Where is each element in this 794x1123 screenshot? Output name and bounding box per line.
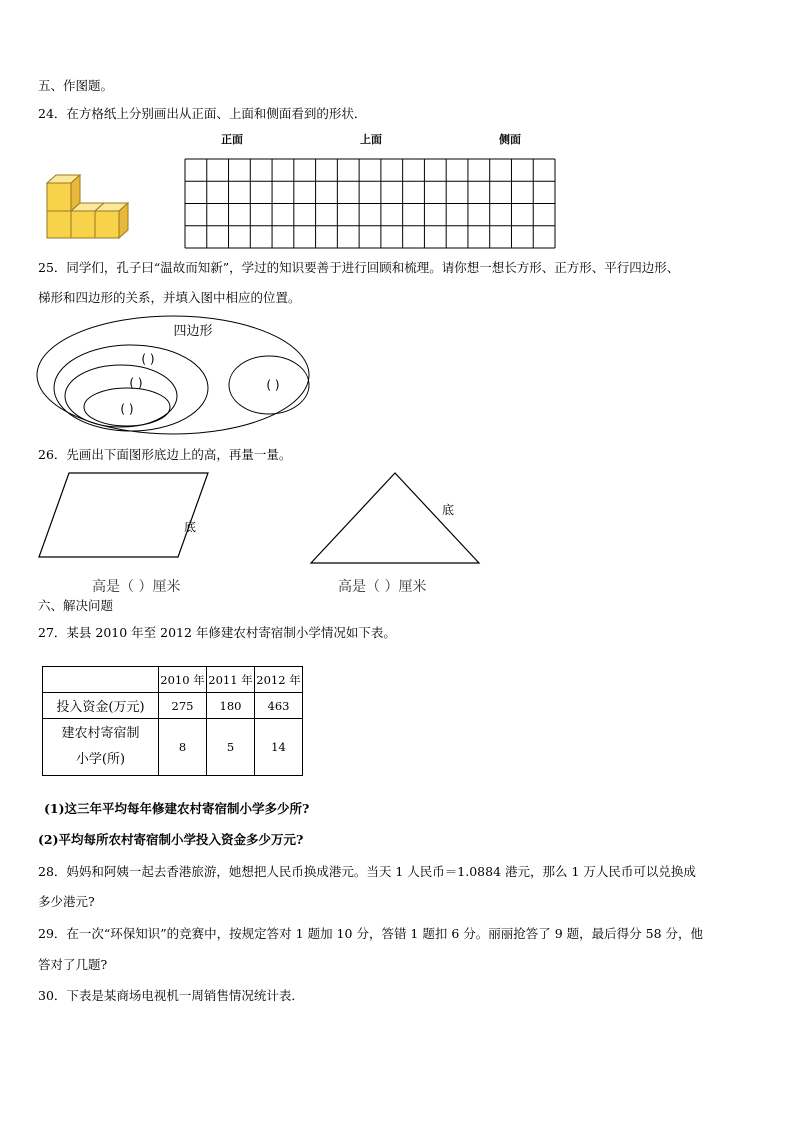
question-27-sub1: (1)这三年平均每年修建农村寄宿制小学多少所? xyxy=(44,801,310,816)
table-row xyxy=(43,693,303,719)
view-label-side: 侧面 xyxy=(499,133,521,146)
question-29-line2: 答对了几题? xyxy=(38,957,108,972)
table-cell: 5 xyxy=(207,719,255,776)
triangle-height-caption[interactable]: 高是（ ）厘米 xyxy=(338,579,427,595)
table-cell: 463 xyxy=(255,693,303,719)
venn-blank-2[interactable]: ( ) xyxy=(129,376,143,390)
venn-blank-4[interactable]: ( ) xyxy=(266,378,280,392)
row-label xyxy=(43,719,159,776)
parallelogram-base-label: 底 xyxy=(184,520,197,534)
venn-blank-1[interactable]: ( ) xyxy=(141,352,155,366)
view-label-front: 正面 xyxy=(221,133,243,146)
question-25-line1: 25．同学们，孔子曰“温故而知新”，学过的知识要善于进行回顾和梳理。请你想一想长方形、正方形、平行四边形、 xyxy=(38,260,680,275)
table-header-row xyxy=(43,667,303,693)
row-label: 投入资金(万元) xyxy=(43,693,159,719)
parallelogram-height-caption[interactable]: 高是（ ）厘米 xyxy=(92,579,181,595)
school-construction-table xyxy=(42,666,303,776)
question-26: 26．先画出下面图形底边上的高，再量一量。 xyxy=(38,447,292,462)
table-cell: 14 xyxy=(255,719,303,776)
triangle-base-label: 底 xyxy=(442,503,455,517)
question-30: 30．下表是某商场电视机一周销售情况统计表． xyxy=(38,988,304,1003)
question-28-line1: 28．妈妈和阿姨一起去香港旅游，她想把人民币换成港元。当天 1 人民币＝1.0884 港元，那么 1 万人民币可以兑换成 xyxy=(38,864,696,879)
table-cell: 275 xyxy=(159,693,207,719)
question-28-line2: 多少港元? xyxy=(38,894,95,909)
question-27-sub2: (2)平均每所农村寄宿制小学投入资金多少万元? xyxy=(38,832,304,847)
table-cell: 8 xyxy=(159,719,207,776)
triangle-shape xyxy=(311,473,479,563)
question-27: 27．某县 2010 年至 2012 年修建农村寄宿制小学情况如下表。 xyxy=(38,625,396,640)
question-25-line2: 梯形和四边形的关系，并填入图中相应的位置。 xyxy=(38,290,301,305)
section-6-heading: 六、解决问题 xyxy=(38,598,114,613)
venn-label-quadrilateral: 四边形 xyxy=(173,324,213,339)
table-cell: 180 xyxy=(207,693,255,719)
table-header-cell xyxy=(43,667,159,693)
row-label-line1: 建农村寄宿制 xyxy=(61,726,140,741)
table-header-cell: 2011 年 xyxy=(207,667,255,693)
table-header-cell: 2010 年 xyxy=(159,667,207,693)
venn-blank-3[interactable]: ( ) xyxy=(120,402,134,416)
parallelogram-shape xyxy=(39,473,208,557)
section-5-heading: 五、作图题。 xyxy=(38,78,114,93)
row-label-line2: 小学(所) xyxy=(75,752,126,767)
question-29-line1: 29．在一次“环保知识”的竞赛中，按规定答对 1 题加 10 分，答错 1 题扣 6 分。丽丽抢答了 9 题，最后得分 58 分，他 xyxy=(38,926,703,941)
table-header-cell: 2012 年 xyxy=(255,667,303,693)
question-24: 24．在方格纸上分别画出从正面、上面和侧面看到的形状． xyxy=(38,106,367,121)
view-label-top: 上面 xyxy=(360,133,382,146)
table-row xyxy=(43,719,303,776)
